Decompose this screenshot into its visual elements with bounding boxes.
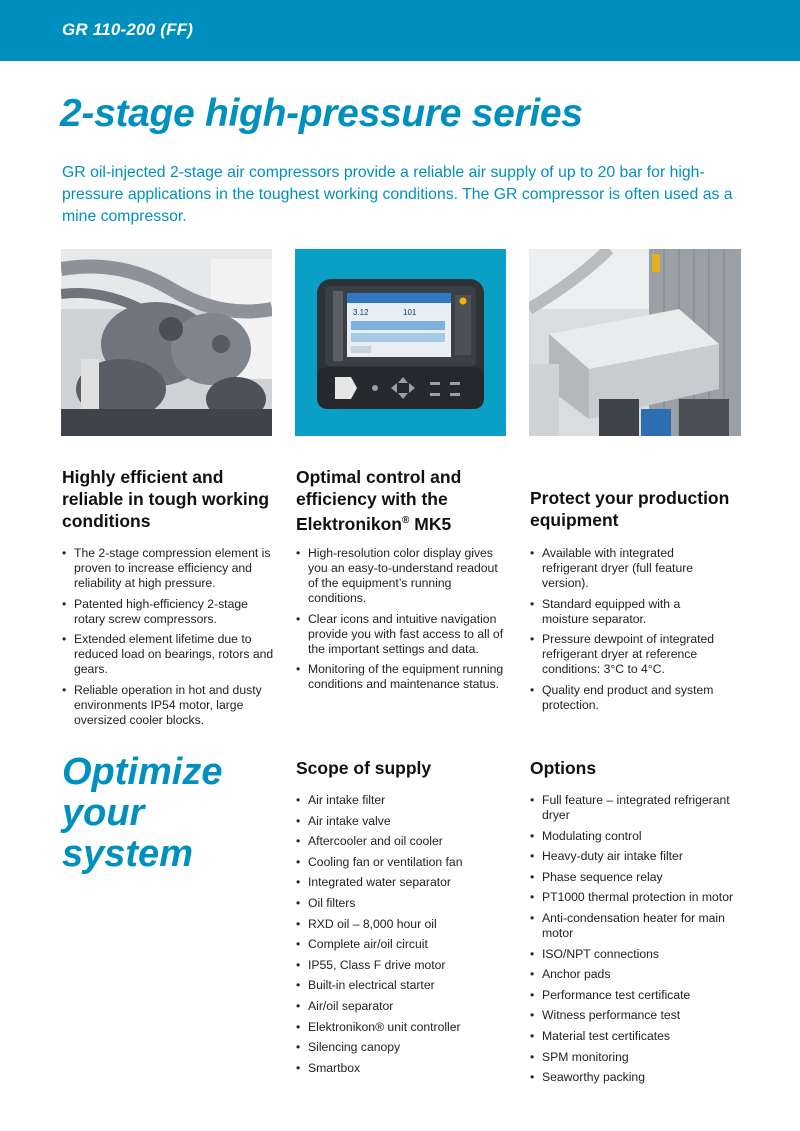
list-item: • SPM monitoring [530, 1050, 750, 1065]
column-heading [296, 466, 521, 535]
list-item: • Material test certificates [530, 1029, 750, 1044]
scope-list [296, 793, 516, 1081]
optimize-line: your [62, 792, 145, 834]
list-item: • Extended element lifetime due to reduced load on bearings, rotors and gears. [62, 632, 277, 677]
list-item: • Witness performance test [530, 1008, 750, 1023]
list-item: • Smartbox [296, 1061, 516, 1076]
section-heading: Scope of supply [296, 758, 432, 778]
list-item: • Air intake valve [296, 814, 516, 829]
list-item: • Full feature – integrated refrigerant dryer [530, 793, 750, 823]
optimize-line: Optimize [62, 751, 223, 793]
list-item: • Performance test certificate [530, 988, 750, 1003]
refrigerant-dryer-photo [529, 249, 741, 436]
scope-of-supply-section [296, 757, 521, 1075]
list-item: • IP55, Class F drive motor [296, 958, 516, 973]
page-title: 2-stage high-pressure series [60, 92, 583, 135]
list-item: • Heavy-duty air intake filter [530, 849, 750, 864]
list-item: • Anchor pads [530, 967, 750, 982]
list-item: • RXD oil – 8,000 hour oil [296, 917, 516, 932]
list-item: • ISO/NPT connections [530, 947, 750, 962]
list-item: • Pressure dewpoint of integrated refrigerant dryer at reference conditions: 3°C to 4°C. [530, 632, 730, 677]
list-item: • Seaworthy packing [530, 1070, 750, 1085]
display-value-1: 3.12 [353, 308, 369, 317]
list-item: • Monitoring of the equipment running conditions and maintenance status. [296, 662, 511, 692]
list-item: • Patented high-efficiency 2-stage rotary screw compressors. [62, 597, 277, 627]
list-item: • Phase sequence relay [530, 870, 750, 885]
list-item: • PT1000 thermal protection in motor [530, 890, 750, 905]
list-item: • Clear icons and intuitive navigation provide you with fast access to all of the important settings and data. [296, 612, 511, 657]
column-heading: Protect your production equipment [530, 488, 730, 530]
elektronikon-controller-photo [295, 249, 506, 436]
list-item: • The 2-stage compression element is proven to increase efficiency and reliability at high pressure. [62, 546, 277, 591]
model-label: GR 110-200 (FF) [62, 20, 194, 39]
header-bar [0, 0, 800, 61]
bullet-list [62, 546, 277, 733]
list-item: • Aftercooler and oil cooler [296, 834, 516, 849]
compressor-element-photo [61, 249, 272, 436]
column-heading: Highly efficient and reliable in tough working conditions [62, 467, 270, 531]
heading-suffix: MK5 [409, 513, 452, 534]
feature-column-control [296, 466, 521, 691]
list-item: • Available with integrated refrigerant dryer (full feature version). [530, 546, 730, 591]
registered-mark: ® [402, 515, 410, 526]
options-list [530, 793, 750, 1091]
list-item: • Elektronikon® unit controller [296, 1020, 516, 1035]
section-heading: Options [530, 758, 597, 778]
list-item: • High-resolution color display gives you an easy-to-understand readout of the equipment’s running conditions. [296, 546, 511, 606]
list-item: • Built-in electrical starter [296, 978, 516, 993]
list-item: • Complete air/oil circuit [296, 937, 516, 952]
heading-text: Optimal control and efficiency with the Elektronikon [296, 467, 462, 534]
optimize-heading [62, 752, 222, 875]
list-item: • Standard equipped with a moisture separator. [530, 597, 730, 627]
intro-paragraph: GR oil-injected 2-stage air compressors provide a reliable air supply of up to 20 bar for high-pressure applications in the toughest working conditions. The GR compressor is often used as a mine compressor. [62, 164, 733, 225]
bullet-list [530, 546, 730, 718]
list-item: • Air/oil separator [296, 999, 516, 1014]
optimize-line: system [62, 833, 193, 875]
list-item: • Anti-condensation heater for main motor [530, 911, 750, 941]
list-item: • Oil filters [296, 896, 516, 911]
list-item: • Quality end product and system protection. [530, 683, 730, 713]
display-value-2: 101 [403, 308, 417, 317]
list-item: • Reliable operation in hot and dusty environments IP54 motor, large oversized cooler blocks. [62, 683, 277, 728]
list-item: • Integrated water separator [296, 875, 516, 890]
feature-column-efficiency [62, 466, 287, 727]
options-section [530, 757, 755, 1085]
list-item: • Air intake filter [296, 793, 516, 808]
list-item: • Cooling fan or ventilation fan [296, 855, 516, 870]
feature-column-protection [530, 487, 755, 712]
bullet-list [296, 546, 511, 698]
list-item: • Modulating control [530, 829, 750, 844]
list-item: • Silencing canopy [296, 1040, 516, 1055]
